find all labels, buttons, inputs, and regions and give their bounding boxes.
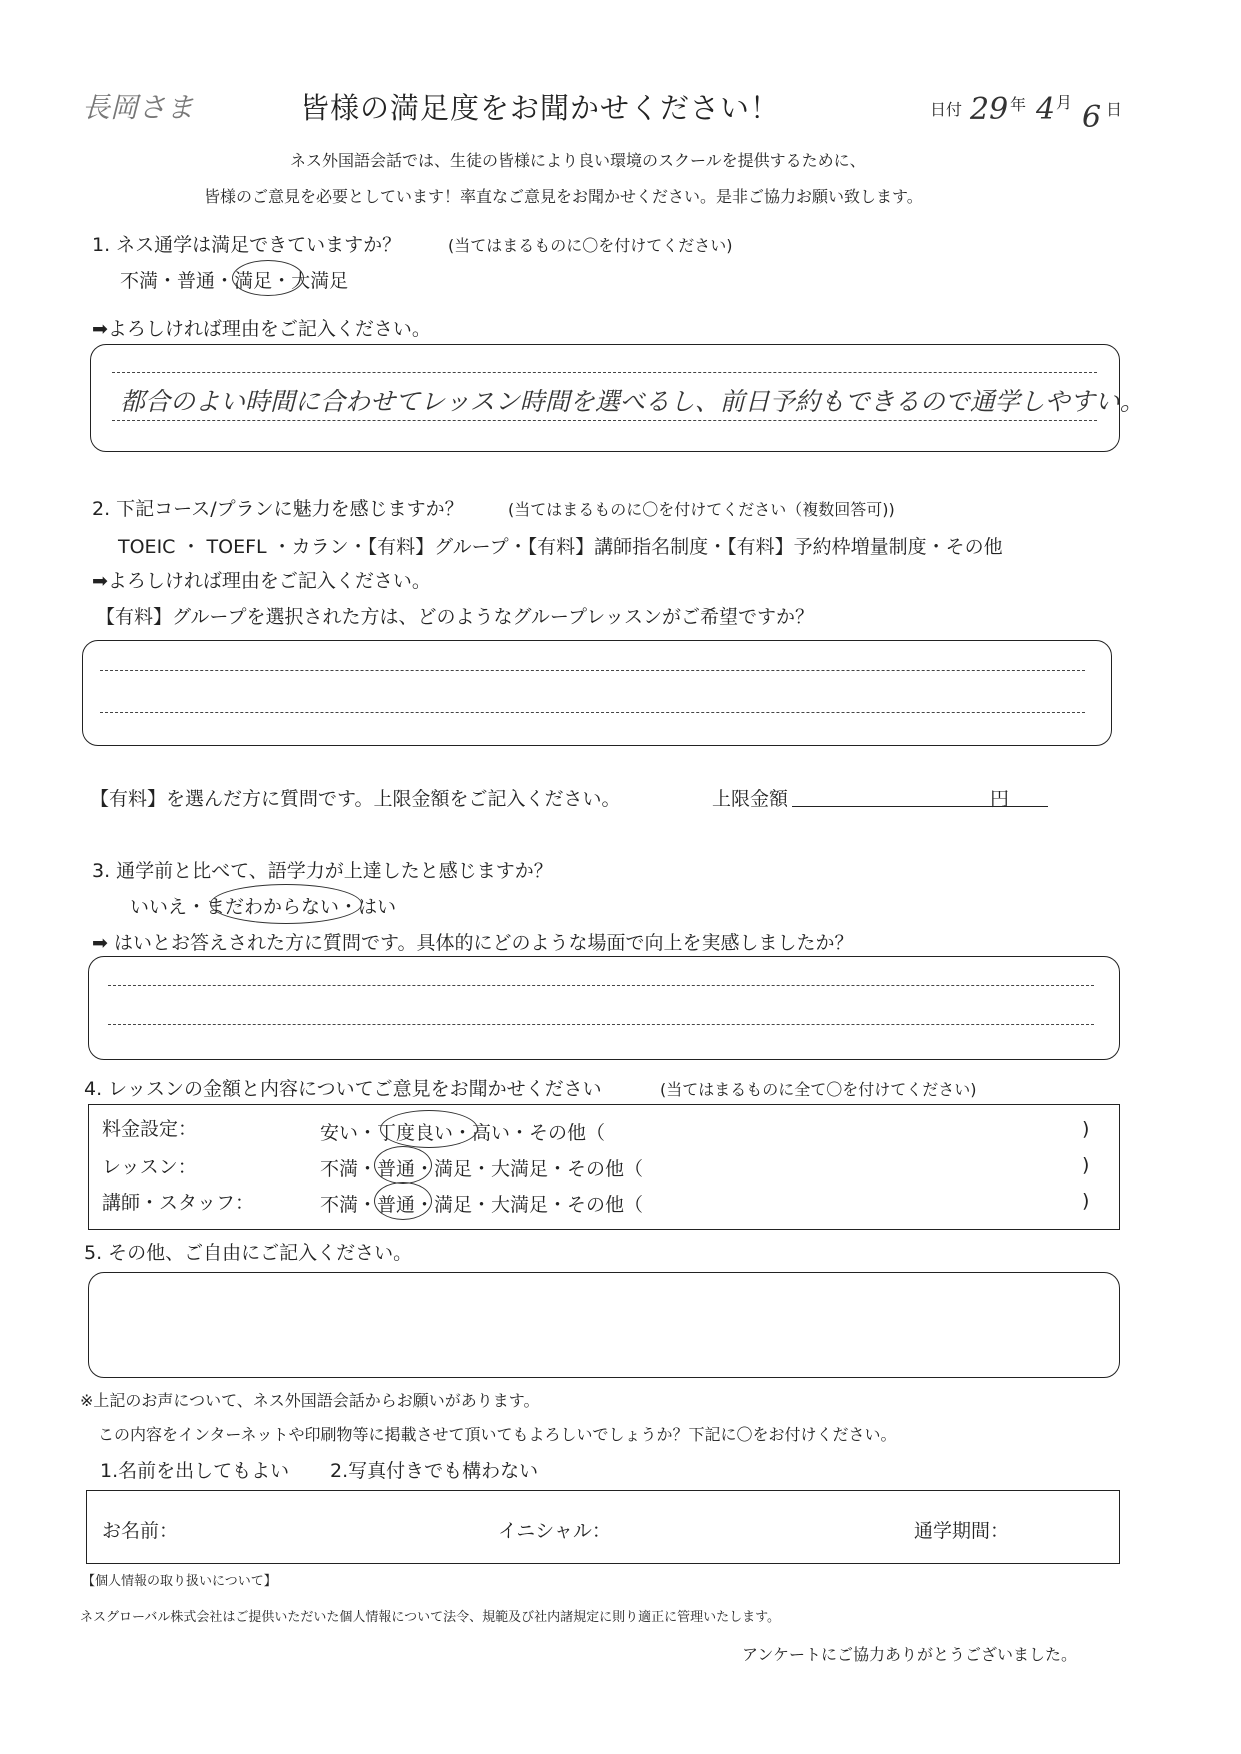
q4-lesson-selection-circle	[374, 1146, 432, 1184]
q3-answer-line-2	[108, 1024, 1094, 1025]
q4-row-options[interactable]: 不満・普通・満足・大満足・その他（	[320, 1158, 644, 1180]
q2-answer-line-2	[100, 712, 1085, 713]
q2-limit-prompt: 【有料】を選んだ方に質問です。上限金額をご記入ください。	[90, 788, 621, 810]
q3-option-yes[interactable]: はい	[358, 896, 397, 918]
q4-price-selection-circle	[380, 1110, 478, 1148]
q3-selection-circle	[210, 884, 362, 924]
q1-option-normal[interactable]: 普通	[177, 270, 216, 292]
date-month-unit: 月	[1056, 93, 1073, 112]
q1-answer-line-1	[112, 372, 1097, 373]
q2-reason-prompt: ➡よろしければ理由をご記入ください。	[92, 570, 431, 592]
intro-line-1: ネス外国語会話では、生徒の皆様により良い環境のスクールを提供するために、	[290, 151, 866, 170]
q4-question: 4. レッスンの金額と内容についてご意見をお聞かせください	[84, 1078, 602, 1100]
footer-note: ※上記のお声について、ネス外国語会話からお願いがあります。	[80, 1391, 540, 1410]
q2-limit-unit: 円	[990, 788, 1010, 810]
q4-row-close: )	[1082, 1118, 1090, 1140]
privacy-heading: 【個人情報の取り扱いについて】	[82, 1574, 277, 1589]
q2-answer-line-1	[100, 670, 1085, 671]
q1-question: 1. ネス通学は満足できていますか？	[92, 234, 402, 256]
q1-reason-prompt: ➡よろしければ理由をご記入ください。	[92, 318, 431, 340]
footer-choice-1[interactable]: 1.名前を出してもよい	[100, 1460, 290, 1482]
footer-permission: この内容をインターネットや印刷物等に掲載させて頂いてもよろしいでしょうか？下記に〇をお付けください。	[98, 1425, 897, 1444]
q4-instruction: (当てはまるものに全て〇を付けてください)	[660, 1080, 977, 1099]
q2-limit-label: 上限金額	[712, 788, 789, 810]
q3-answer-line-1	[108, 985, 1094, 986]
date-day-unit: 日	[1106, 100, 1123, 119]
q1-option-dissatisfied[interactable]: 不満	[120, 270, 159, 292]
intro-line-2: 皆様のご意見を必要としています！率直なご意見をお聞かせください。是非ご協力お願い致します。	[204, 187, 923, 206]
date-label: 日付	[930, 100, 963, 119]
q2-instruction: (当てはまるものに〇を付けてください（複数回答可))	[508, 500, 895, 519]
name-label: お名前：	[102, 1520, 179, 1542]
date-year: 29	[970, 92, 1009, 127]
footer-choice-2[interactable]: 2.写真付きでも構わない	[330, 1460, 539, 1482]
q5-answer-box[interactable]	[88, 1272, 1120, 1378]
q4-staff-selection-circle	[374, 1182, 432, 1220]
q4-row-close: )	[1082, 1154, 1090, 1176]
q2-question: 2. 下記コース/プランに魅力を感じますか？	[92, 498, 464, 520]
privacy-text: ネスグローバル株式会社はご提供いただいた個人情報について法令、規範及び社内諸規定に則り適正に管理いたします。	[80, 1610, 781, 1625]
q4-row-close: )	[1082, 1190, 1090, 1212]
page-title: 皆様の満足度をお聞かせください！	[300, 91, 781, 125]
q3-option-not-sure[interactable]: まだわからない	[206, 896, 340, 918]
q1-handwritten-answer: 都合のよい時間に合わせてレッスン時間を選べるし、前日予約もできるので通学しやすい。	[120, 387, 1145, 416]
q4-row-options[interactable]: 不満・普通・満足・大満足・その他（	[320, 1194, 644, 1216]
q2-limit-input[interactable]	[792, 806, 1048, 807]
initial-label: イニシャル：	[498, 1520, 611, 1542]
q1-instruction: (当てはまるものに〇を付けてください)	[448, 236, 733, 255]
date-year-unit: 年	[1010, 95, 1027, 114]
thanks-text: アンケートにご協力ありがとうございました。	[742, 1645, 1078, 1664]
q4-row-label: 料金設定：	[102, 1118, 198, 1140]
date-month: 4	[1036, 92, 1056, 127]
q1-selection-circle	[232, 260, 304, 296]
q1-answer-line-2	[112, 420, 1097, 421]
q4-row-label: レッスン：	[102, 1156, 197, 1178]
q4-row-options[interactable]: 安い・丁度良い・高い・その他（	[320, 1122, 606, 1144]
q1-option-satisfied[interactable]: 満足	[234, 270, 273, 292]
q1-options: 不満・普通・満足・大満足	[120, 270, 349, 292]
q3-question: 3. 通学前と比べて、語学力が上達したと感じますか？	[92, 860, 553, 882]
q2-answer-box[interactable]	[82, 640, 1112, 746]
q3-answer-box[interactable]	[88, 956, 1120, 1060]
q3-option-no[interactable]: いいえ	[130, 896, 188, 918]
q1-option-very-satisfied[interactable]: 大満足	[291, 270, 349, 292]
q5-question: 5. その他、ご自由にご記入ください。	[84, 1242, 413, 1264]
q3-options: いいえ・まだわからない・はい	[130, 896, 397, 918]
q2-options[interactable]: TOEIC ・ TOEFL ・カラン・【有料】グループ・【有料】講師指名制度・【有料】予約枠増量制度・その他	[118, 536, 1003, 558]
date-day: 6	[1082, 100, 1102, 135]
q4-row-label: 講師・スタッフ：	[102, 1192, 255, 1214]
q2-group-prompt: 【有料】グループを選択された方は、どのようなグループレッスンがご希望ですか？	[96, 606, 815, 628]
period-label: 通学期間：	[914, 1520, 1010, 1542]
q3-followup: ➡ はいとお答えされた方に質問です。具体的にどのような場面で向上を実感しましたか？	[92, 932, 854, 954]
handwritten-name: 長岡さま	[82, 91, 195, 124]
